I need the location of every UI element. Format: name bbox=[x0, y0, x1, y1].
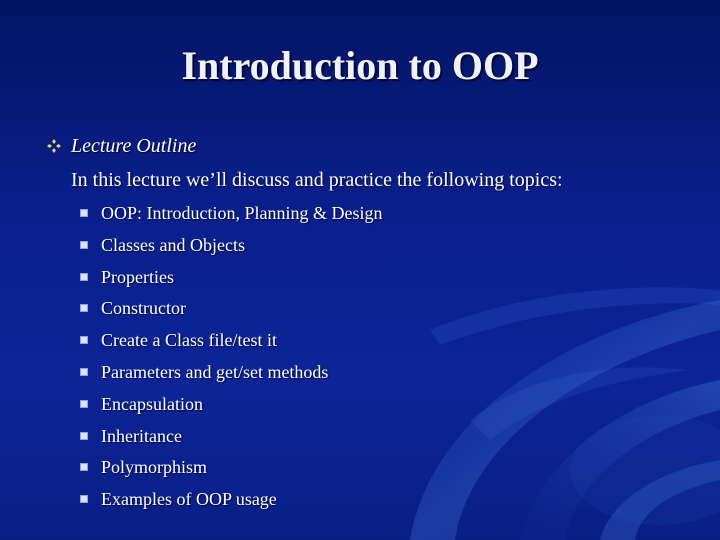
square-bullet-icon bbox=[80, 273, 88, 281]
outline-heading: Lecture Outline bbox=[71, 135, 197, 157]
topic-label: Parameters and get/set methods bbox=[101, 361, 329, 382]
diamond-cluster-icon bbox=[46, 138, 62, 154]
topic-label: Examples of OOP usage bbox=[101, 489, 277, 510]
outline-intro-text: In this lecture we’ll discuss and practice the following topics: bbox=[71, 169, 563, 191]
square-bullet-icon bbox=[80, 432, 88, 440]
topic-label: Create a Class file/test it bbox=[101, 330, 277, 351]
topic-label: Classes and Objects bbox=[101, 234, 245, 255]
topic-label: OOP: Introduction, Planning & Design bbox=[101, 203, 383, 223]
lecture-outline bbox=[46, 132, 696, 510]
square-bullet-icon bbox=[80, 368, 88, 376]
topic-label: Inheritance bbox=[101, 425, 182, 446]
square-bullet-icon bbox=[80, 336, 88, 344]
square-bullet-icon bbox=[80, 241, 88, 249]
topic-label: Encapsulation bbox=[101, 393, 203, 414]
square-bullet-icon bbox=[80, 463, 88, 471]
topic-label: Constructor bbox=[101, 298, 186, 319]
outline-heading-row bbox=[46, 132, 696, 160]
topic-label: Properties bbox=[101, 266, 174, 287]
slide-title: Introduction to OOP bbox=[181, 43, 539, 88]
square-bullet-icon bbox=[80, 400, 88, 408]
square-bullet-icon bbox=[80, 304, 88, 312]
topic-label: Polymorphism bbox=[101, 457, 208, 478]
square-bullet-icon bbox=[80, 495, 88, 503]
square-bullet-icon bbox=[80, 209, 88, 217]
